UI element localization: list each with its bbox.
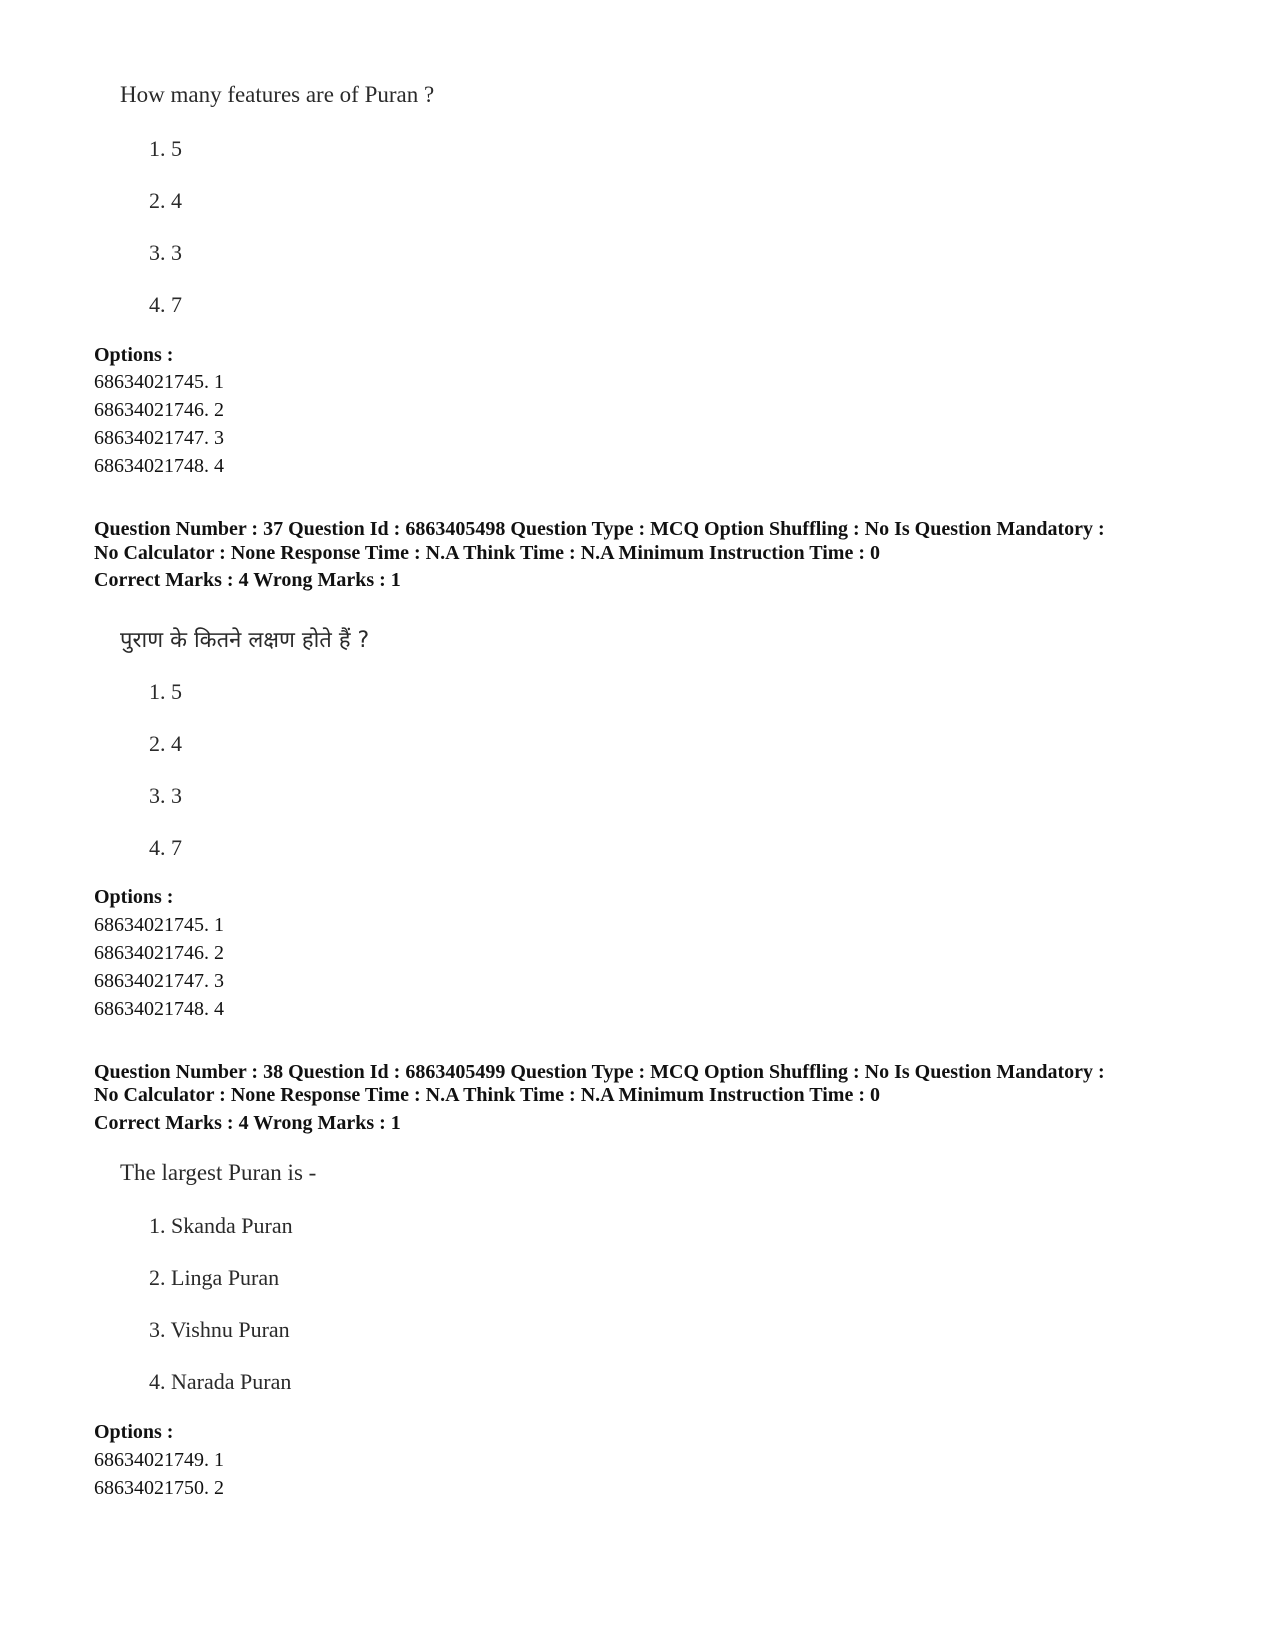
question-choice: 3. 3 xyxy=(149,240,182,265)
question-choice: 4. 7 xyxy=(149,292,182,317)
option-code: 68634021747. 3 xyxy=(94,427,224,449)
option-code: 68634021745. 1 xyxy=(94,371,224,393)
marks-line: Correct Marks : 4 Wrong Marks : 1 xyxy=(94,569,401,591)
question-text: पुराण के कितने लक्षण होते हैं ? xyxy=(120,628,370,653)
question-choice: 2. 4 xyxy=(149,731,182,756)
question-meta-line: No Calculator : None Response Time : N.A Think Time : N.A Minimum Instruction Time : 0 xyxy=(94,1084,880,1106)
question-meta-line: Question Number : 37 Question Id : 6863405498 Question Type : MCQ Option Shuffling : No Is Question Mandatory : xyxy=(94,518,1105,540)
marks-line: Correct Marks : 4 Wrong Marks : 1 xyxy=(94,1112,401,1134)
question-choice: 3. 3 xyxy=(149,783,182,808)
question-text: The largest Puran is - xyxy=(120,1160,317,1185)
options-label: Options : xyxy=(94,344,174,366)
question-choice: 2. Linga Puran xyxy=(149,1265,280,1290)
option-code: 68634021748. 4 xyxy=(94,455,224,477)
option-code: 68634021746. 2 xyxy=(94,399,224,421)
options-label: Options : xyxy=(94,886,174,908)
question-meta-line: Question Number : 38 Question Id : 6863405499 Question Type : MCQ Option Shuffling : No Is Question Mandatory : xyxy=(94,1061,1105,1083)
option-code: 68634021747. 3 xyxy=(94,970,224,992)
question-choice: 4. 7 xyxy=(149,835,182,860)
option-code: 68634021748. 4 xyxy=(94,998,224,1020)
question-meta-line: No Calculator : None Response Time : N.A Think Time : N.A Minimum Instruction Time : 0 xyxy=(94,542,880,564)
option-code: 68634021749. 1 xyxy=(94,1449,224,1471)
option-code: 68634021750. 2 xyxy=(94,1477,224,1499)
question-choice: 4. Narada Puran xyxy=(149,1369,292,1394)
options-label: Options : xyxy=(94,1421,174,1443)
question-choice: 3. Vishnu Puran xyxy=(149,1317,290,1342)
option-code: 68634021746. 2 xyxy=(94,942,224,964)
question-choice: 1. 5 xyxy=(149,679,182,704)
question-choice: 1. 5 xyxy=(149,136,182,161)
question-choice: 1. Skanda Puran xyxy=(149,1213,293,1238)
question-choice: 2. 4 xyxy=(149,188,182,213)
option-code: 68634021745. 1 xyxy=(94,914,224,936)
question-text: How many features are of Puran ? xyxy=(120,82,435,107)
